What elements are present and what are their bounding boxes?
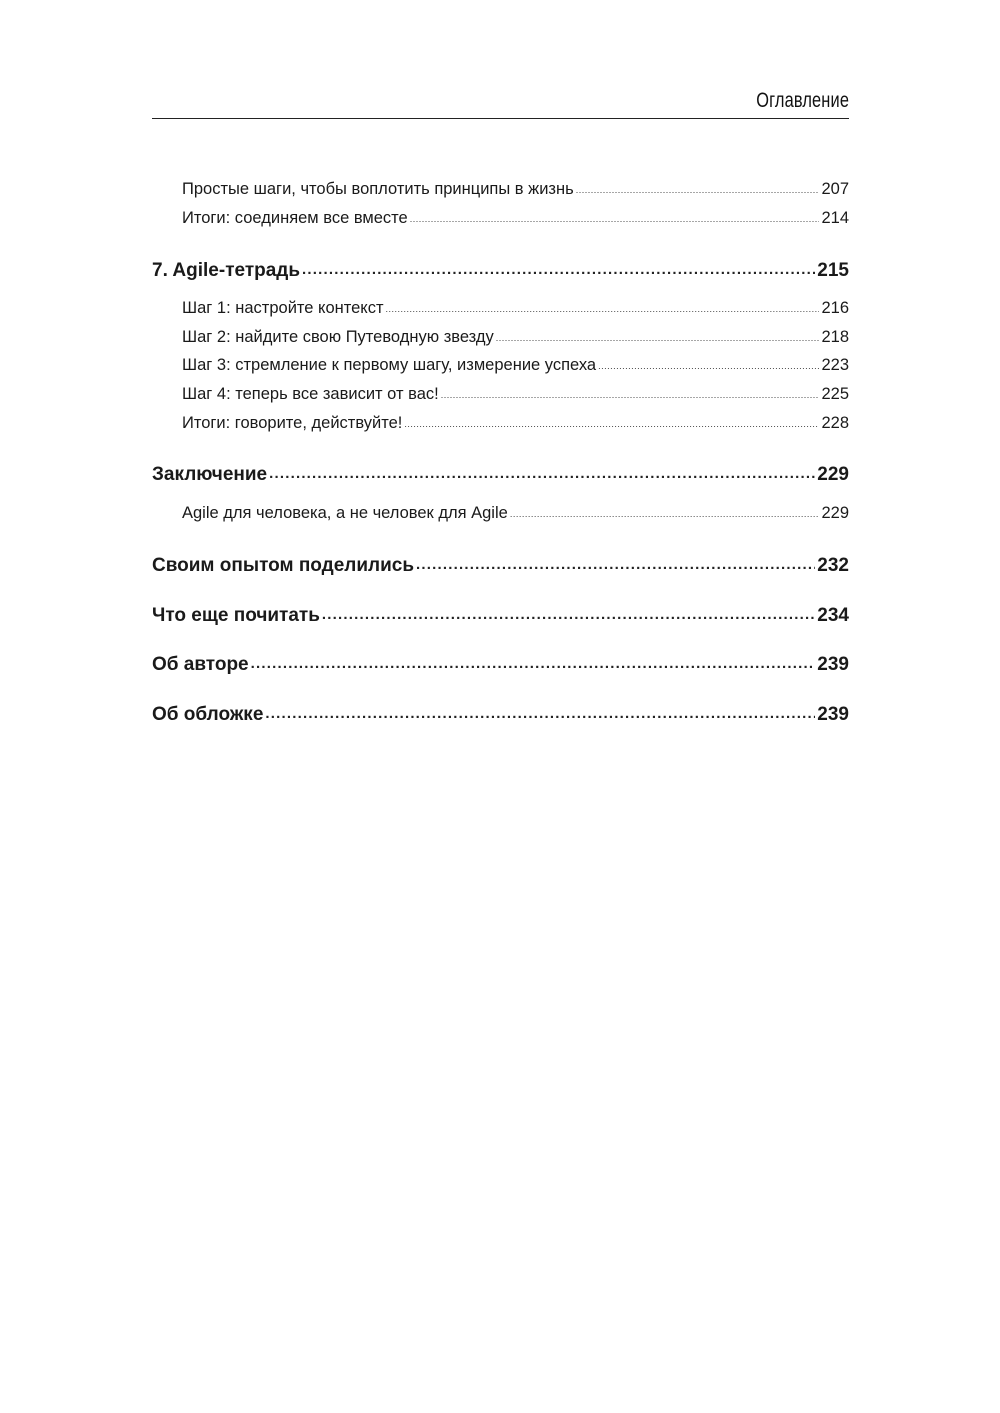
toc-chapter[interactable] (152, 257, 849, 285)
toc-entry-title: Agile для человека, а не человек для Agile (182, 503, 508, 522)
toc-chapter-page: 232 (817, 555, 849, 576)
dot-leader (251, 651, 816, 670)
toc-entry-title: Шаг 2: найдите свою Путеводную звезду (182, 327, 494, 346)
toc-chapter-page: 234 (817, 605, 849, 626)
toc-entry-page: 214 (821, 208, 849, 227)
toc-entry-page: 207 (821, 179, 849, 198)
table-of-contents (152, 0, 849, 1413)
dot-leader (441, 382, 820, 399)
toc-entry[interactable] (182, 325, 849, 349)
toc-chapter[interactable] (152, 651, 849, 679)
running-header-title: Оглавление (756, 89, 849, 112)
toc-chapter-page: 229 (817, 464, 849, 485)
toc-chapter-page: 215 (817, 260, 849, 281)
dot-leader (576, 177, 820, 194)
toc-entry-page: 228 (821, 413, 849, 432)
toc-entry-title: Шаг 4: теперь все зависит от вас! (182, 384, 439, 403)
dot-leader (496, 325, 820, 342)
toc-entry[interactable] (182, 206, 849, 230)
toc-entry-page: 229 (821, 503, 849, 522)
toc-chapter[interactable] (152, 461, 849, 489)
toc-entry-title: Шаг 3: стремление к первому шагу, измерение успеха (182, 355, 597, 374)
toc-entry-page: 225 (821, 384, 849, 403)
toc-entry[interactable] (182, 353, 849, 377)
toc-chapter-title: Что еще почитать (152, 605, 320, 626)
toc-entry[interactable] (182, 177, 849, 201)
toc-entry[interactable] (182, 501, 849, 525)
dot-leader (386, 296, 820, 313)
toc-entry-page: 223 (821, 355, 849, 374)
toc-chapter-title: Об авторе (152, 654, 249, 675)
toc-chapter-title: Об обложке (152, 704, 264, 725)
dot-leader (416, 552, 815, 571)
toc-entry[interactable] (182, 411, 849, 435)
toc-entry-page: 216 (821, 298, 849, 317)
toc-entry-title: Итоги: говорите, действуйте! (182, 413, 403, 432)
toc-entry-title: Итоги: соединяем все вместе (182, 208, 408, 227)
dot-leader (269, 461, 815, 480)
toc-entry-title: Шаг 1: настройте контекст (182, 298, 384, 317)
dot-leader (404, 411, 819, 428)
toc-chapter-title: Заключение (152, 464, 268, 485)
toc-chapter[interactable] (152, 701, 849, 729)
toc-chapter[interactable] (152, 602, 849, 630)
toc-chapter-title: 7. Agile-тетрадь (152, 260, 301, 281)
dot-leader (265, 701, 815, 720)
toc-entry-title: Простые шаги, чтобы воплотить принципы в жизнь (182, 179, 574, 198)
toc-entry-page: 218 (821, 327, 849, 346)
toc-chapter-title: Своим опытом поделились (152, 555, 415, 576)
dot-leader (302, 257, 815, 276)
toc-chapter[interactable] (152, 552, 849, 580)
dot-leader (322, 602, 815, 621)
toc-entry[interactable] (182, 382, 849, 406)
toc-chapter-page: 239 (817, 654, 849, 675)
dot-leader (410, 206, 820, 223)
dot-leader (510, 501, 820, 518)
toc-chapter-page: 239 (817, 704, 849, 725)
toc-entry[interactable] (182, 296, 849, 320)
dot-leader (598, 353, 819, 370)
